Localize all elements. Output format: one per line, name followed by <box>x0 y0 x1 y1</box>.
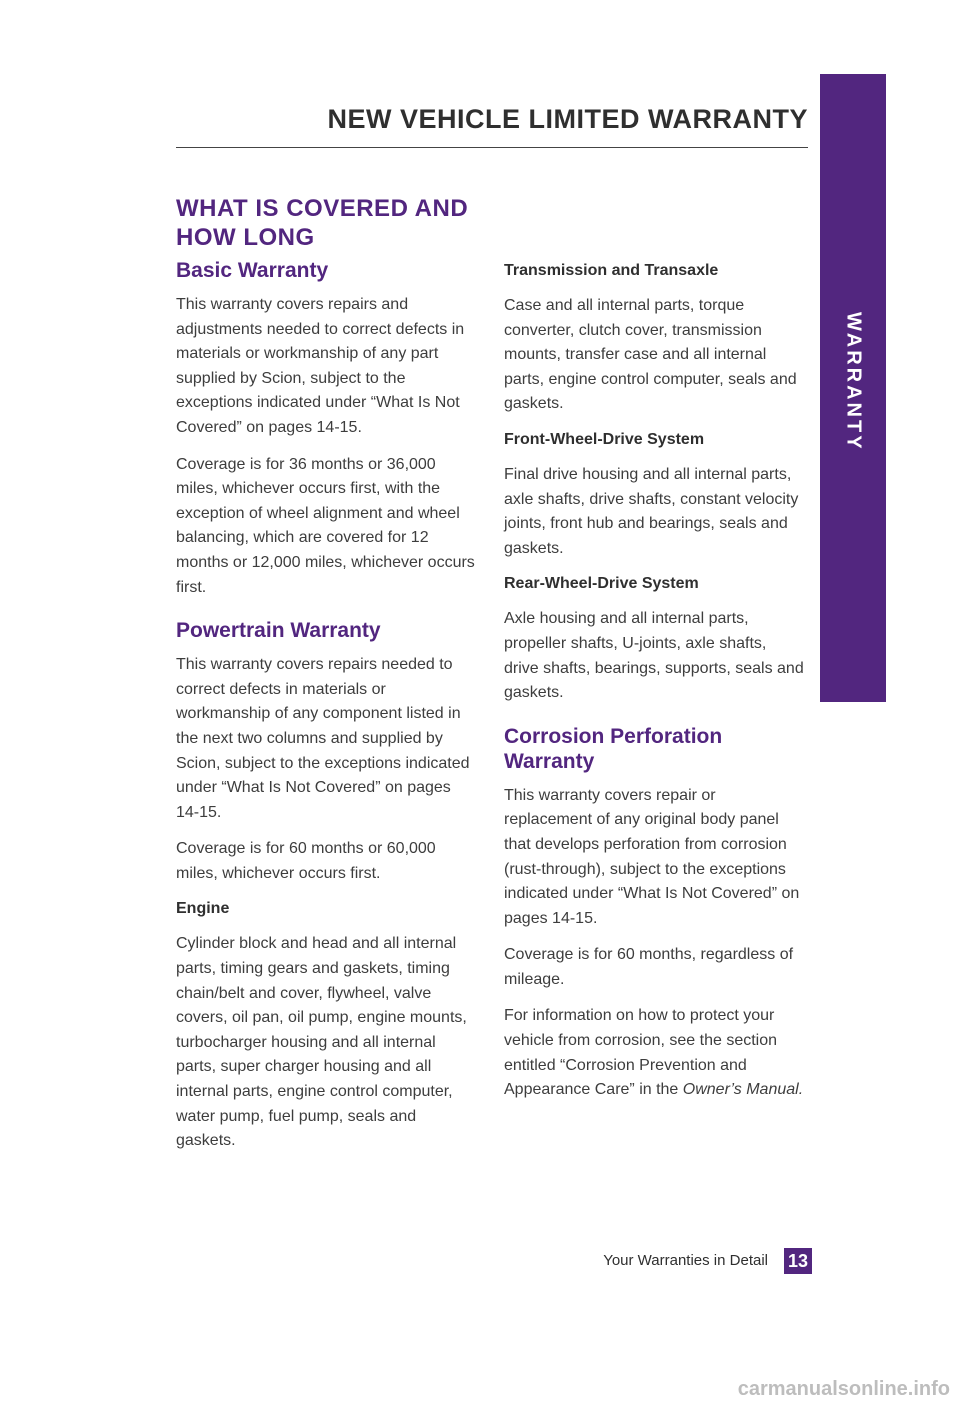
corrosion-p3 <box>504 1004 804 1102</box>
powertrain-warranty-heading: Powertrain Warranty <box>176 619 381 643</box>
fwd-heading: Front-Wheel-Drive System <box>504 430 705 448</box>
left-column <box>176 258 476 1166</box>
header-divider <box>176 147 808 148</box>
section-title <box>176 194 496 252</box>
corrosion-p1: This warranty covers repair or replacement of any original body panel that develops perforation from corrosion (rust-through), subject to the exceptions indicated under “What Is Not Covered” on pages 14-15. <box>504 786 800 927</box>
side-tab-label: WARRANTY <box>842 312 865 452</box>
fwd-text: Final drive housing and all internal parts, axle shafts, drive shafts, constant velocity joints, front hub and bearings, seals and gaskets. <box>504 465 799 557</box>
right-column <box>504 260 804 1115</box>
rwd-text: Axle housing and all internal parts, propeller shafts, U-joints, axle shafts, drive shafts, bearings, supports, seals and gaskets. <box>504 610 804 702</box>
transmission-heading: Transmission and Transaxle <box>504 262 719 279</box>
page-header: NEW VEHICLE LIMITED WARRANTY <box>327 104 808 134</box>
corrosion-p2: Coverage is for 60 months, regardless of mileage. <box>504 946 794 988</box>
corrosion-heading-line-1: Corrosion Perforation <box>504 724 723 748</box>
corrosion-heading-line-2: Warranty <box>504 749 595 773</box>
section-title-line-2: HOW LONG <box>176 224 315 251</box>
watermark: carmanualsonline.info <box>737 1378 950 1400</box>
powertrain-warranty-p2: Coverage is for 60 months or 60,000 miles, whichever occurs first. <box>176 840 436 882</box>
corrosion-p3-text: For information on how to protect your vehicle from corrosion, see the section entitled “Corrosion Prevention and Appearance Care” in the <box>504 1007 778 1099</box>
section-title-line-1: WHAT IS COVERED AND <box>176 195 469 222</box>
basic-warranty-p2: Coverage is for 36 months or 36,000 miles, whichever occurs first, with the exception of wheel alignment and wheel balancing, which are covered for 12 months or 12,000 miles, whichever occurs first. <box>176 455 475 596</box>
corrosion-warranty-heading <box>504 724 804 774</box>
footer-text: Your Warranties in Detail <box>603 1252 768 1269</box>
powertrain-warranty-p1: This warranty covers repairs needed to correct defects in materials or workmanship of any component listed in the next two columns and supplied by Scion, subject to the exceptions indicated under “What Is Not Covered” on pages 14-15. <box>176 656 470 821</box>
page-number: 13 <box>784 1248 812 1274</box>
basic-warranty-p1: This warranty covers repairs and adjustments needed to correct defects in materials or workmanship of any part supplied by Scion, subject to the exceptions indicated under “What Is Not Covered” on pages 14-15. <box>176 296 465 436</box>
basic-warranty-heading: Basic Warranty <box>176 259 329 282</box>
engine-heading: Engine <box>176 900 230 918</box>
side-tab-label-wrap <box>820 74 886 702</box>
transmission-text: Case and all internal parts, torque converter, clutch cover, transmission mounts, transfer case and all internal parts, engine control computer, seals and gaskets. <box>504 297 797 413</box>
owners-manual-title: Owner’s Manual. <box>682 1081 804 1099</box>
rwd-heading: Rear-Wheel-Drive System <box>504 575 699 593</box>
engine-text: Cylinder block and head and all internal parts, timing gears and gaskets, timing chain/belt and cover, flywheel, valve covers, oil pan, oil pump, engine mounts, turbocharger housing and all internal parts, super charger housing and all internal parts, engine control computer, water pump, fuel pump, seals and gaskets. <box>176 935 467 1150</box>
